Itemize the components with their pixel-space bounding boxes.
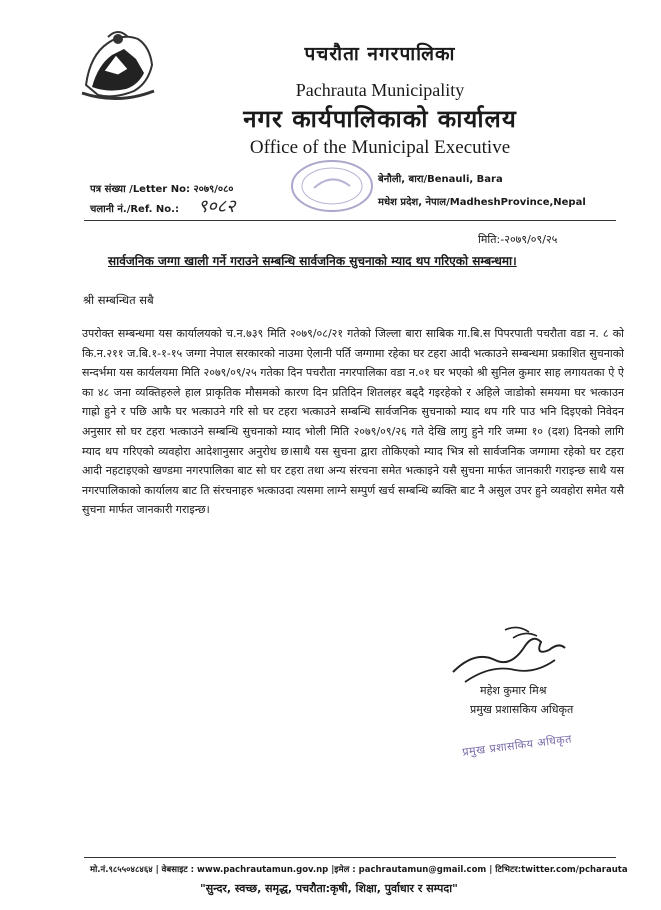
footer-contact: मो.नं.९८५५०४८४६४ | वेबसाइट : www.pachrautamun.gov.np |इमेल : pachrautamun@gmail.com | टिभिटर:twitter.com/pcharauta (90, 865, 628, 875)
letter-number: पत्र संख्या /Letter No: २०७९/०८० (90, 184, 234, 195)
letter-date: मिति:-२०७९/०९/२५ (478, 233, 558, 246)
signatory-title: प्रमुख प्रशासकिय अधिकृत (470, 703, 574, 716)
round-stamp-icon (288, 158, 376, 214)
address-line-2: मधेश प्रदेश, नेपाल/MadheshProvince,Nepal (378, 197, 586, 208)
reference-number-value: ९०८२ (198, 196, 236, 217)
signatory-stamp: प्रमुख प्रशासकिय अधिकृत (461, 732, 573, 759)
letter-subject: सार्वजनिक जग्गा खाली गर्ने गराउने सम्बन्धि सार्वजनिक सुचनाको म्याद थप गरिएको सम्बन्धमा। (108, 254, 517, 268)
municipality-name-np: पचरौता नगरपालिका (304, 43, 456, 65)
footer-motto: "सुन्दर, स्वच्छ, समृद्ध, पचरौता:कृषी, शिक्षा, पुर्वाधार र सम्पदा" (200, 882, 458, 895)
signatory-name: महेश कुमार मिश्र (480, 684, 547, 697)
address-line-1: बेनौली, बारा/Benauli, Bara (378, 174, 503, 185)
office-name-np: नगर कार्यपालिकाको कार्यालय (243, 105, 517, 133)
letter-body: उपरोक्त सम्बन्धमा यस कार्यालयको च.न.७३९ मिति २०७९/०८/२१ गतेको जिल्ला बारा साबिक गा.बि.स पिपरपाती पचरौता वडा न. ८ को कि.न.२११ ज.बि.१-१-१५ जग्गा नेपाल सरकारको नाउमा ऐलानी पर्ति जग्गामा रहेका घर टहरा आदी भत्काउने सम्बन्धमा प्रकाशित सुचनाको सन्दर्भमा यस कार्यलयमा मिति २०७९/०९/२५ गतेका दिन पचरौता नगरपालिका वडा न.०१ घर भएको श्री सुनिल कुमार साह लगायतका ऐ ऐ का ४८ जना व्यक्तिहरुले हाल प्राकृतिक मौसमको कारण दिन प्रतिदिन शितलहर बढ्दै गइरहेको र अहिले जाडोको समयमा घर भत्काउन गाह्रो हुने र पछि आफै घर भत्काउने गरि सो घर टहरा भत्काउने सम्बन्धि सार्वजनिक सुचनाको म्याद थप गरि पाउ भनि दिइएको निवेदन अनुसार सो घर टहरा भत्काउने सम्बन्धि सुचनाको म्याद भोली मिति २०७९/०९/२६ गते देखि लागु हुने गरि जम्मा १० (दश) दिनको लागि म्याद थप गरिएको व्यवहोरा आदेशानुसार अनुरोध छ।साथै यस सुचना द्वारा तोकिएको म्याद भित्र सो सार्वजनिक जग्गामा रहेको घर टहरा आदी नहटाइएको खण्डमा नगरपालिका बाट सो घर टहरा तथा अन्य संरचना समेत भत्काइने यसै सुचना मार्फत जानकारी गराइन्छ साथै यस नगरपालिकाको कार्यालय बाट ति संरचनाहरु भत्काउदा त्यसमा लाग्ने सम्पुर्ण खर्च सम्बन्धि ब्यक्ति बाट नै असुल उपर हुने व्यवहोरा समेत यसै सुचना मार्फत जानकारी गराइन्छ। (82, 327, 624, 517)
office-name-en: Office of the Municipal Executive (249, 137, 511, 158)
header-divider (84, 220, 616, 221)
footer-divider (84, 857, 616, 858)
municipality-name-en: Pachrauta Municipality (295, 80, 465, 100)
salutation: श्री सम्बन्धित सबै (83, 293, 154, 307)
reference-number-label: चलानी नं./Ref. No.: (90, 204, 179, 215)
signature-icon (445, 620, 570, 688)
